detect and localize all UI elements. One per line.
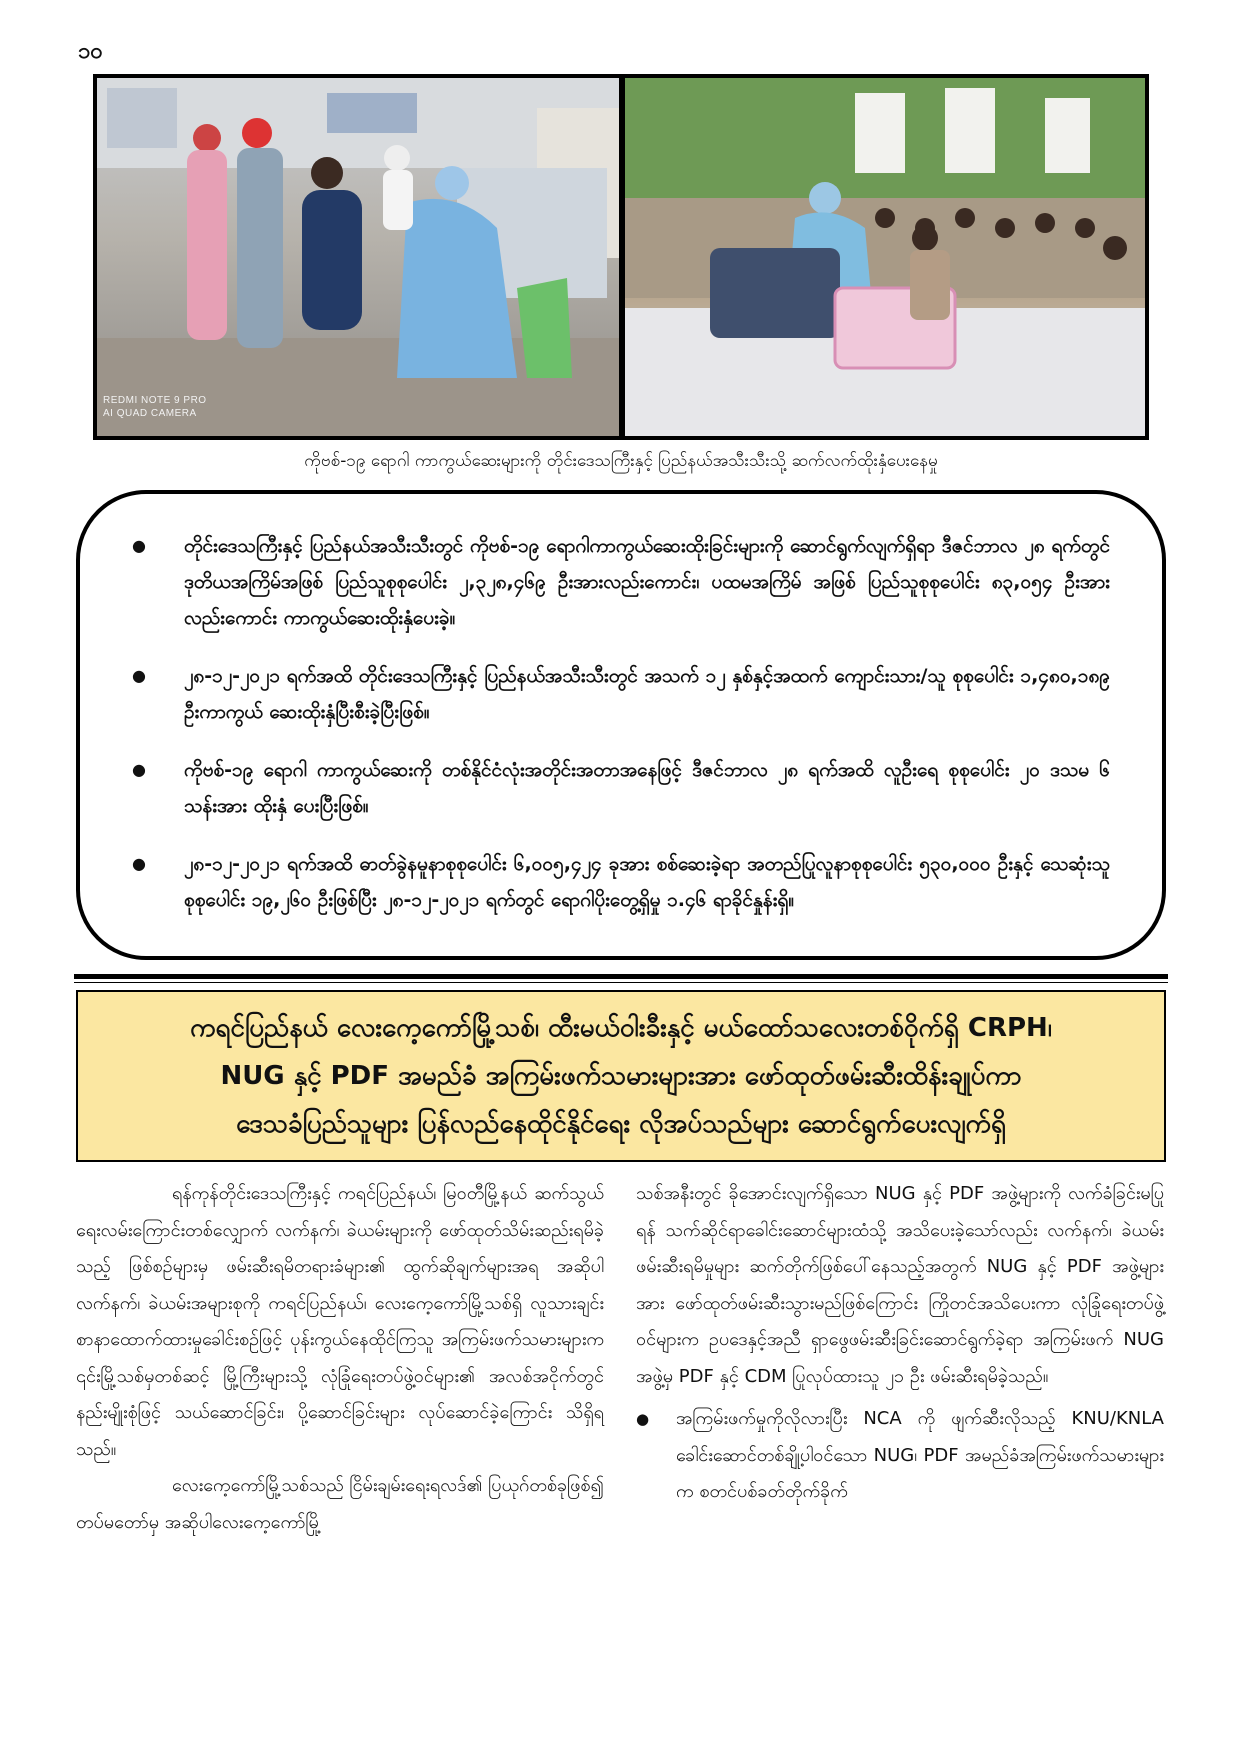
vaccination-scene-right: [625, 78, 1145, 436]
camera-watermark: [103, 394, 207, 420]
page-number: ၁၀: [78, 39, 103, 64]
article-paragraph-3: သစ်အနီးတွင် ခိုအောင်းလျက်ရှိသော NUG နှင့် PDF အဖွဲ့များကို လက်ခံခြင်းမပြုရန် သက်ဆိုင်ရာခေါင်းဆောင်များထံသို့ အသိပေးခဲ့သော်လည်း လက်နက်၊ ခဲယမ်းဖမ်းဆီးရမိမှုများ ဆက်တိုက်ဖြစ်ပေါ်နေသည့်အတွက် NUG နှင့် PDF အဖွဲ့များအား ဖော်ထုတ်ဖမ်းဆီးသွားမည်ဖြစ်ကြောင်း ကြိုတင်အသိပေးကာ လုံခြုံရေးတပ်ဖွဲ့ဝင်များက ဥပဒေနှင့်အညီ ရှာဖွေဖမ်းဆီးခြင်းဆောင်ရွက်ခဲ့ရာ အကြမ်းဖက် NUG အဖွဲ့မှ PDF နှင့် CDM ပြုလုပ်ထားသူ ၂၁ ဦး ဖမ်းဆီးရမိခဲ့သည်။: [636, 1183, 1164, 1387]
article-paragraph-1: ရန်ကုန်တိုင်းဒေသကြီးနှင့် ကရင်ပြည်နယ်၊ မြဝတီမြို့နယ် ဆက်သွယ်ရေးလမ်းကြောင်းတစ်လျှောက် လက်နက်၊ ခဲယမ်းများကို ဖော်ထုတ်သိမ်းဆည်းရမိခဲ့သည့် ဖြစ်စဉ်များမှ ဖမ်းဆီးရမိတရားခံများ၏ ထွက်ဆိုချက်များအရ အဆိုပါလက်နက်၊ ခဲယမ်းအများစုကို ကရင်ပြည်နယ်၊ လေးကေ့ကော်မြို့သစ်ရှိ လူသားချင်းစာနာထောက်ထားမှုခေါင်းစဉ်ဖြင့် ပုန်းကွယ်နေထိုင်ကြသူ အကြမ်းဖက်သမားများက ၎င်းမြို့သစ်မှတစ်ဆင့် မြို့ကြီးများသို့ လုံခြုံရေးတပ်ဖွဲ့ဝင်များ၏ အလစ်အငိုက်တွင် နည်းမျိုးစုံဖြင့် သယ်ဆောင်ခြင်း၊ ပို့ဆောင်ခြင်းများ လုပ်ဆောင်ခဲ့ကြောင်း သိရှိရသည်။: [76, 1183, 604, 1460]
info-bullet-1: ● တိုင်းဒေသကြီးနှင့် ပြည်နယ်အသီးသီးတွင် ကိုဗစ်-၁၉ ရောဂါကာကွယ်ဆေးထိုးခြင်းများကို ဆောင်ရွက်လျက်ရှိရာ ဒီဇင်ဘာလ ၂၈ ရက်တွင် ဒုတိယအကြိမ်အဖြစ် ပြည်သူစုစုပေါင်း ၂,၃၂၈,၄၆၉ ဦးအားလည်းကောင်း၊ ပထမအကြိမ် အဖြစ် ပြည်သူစုစုပေါင်း ၈၃,၀၅၄ ဦးအားလည်းကောင်း ကာကွယ်ဆေးထိုးနှံပေးခဲ့။: [128, 528, 1110, 636]
article-column-left: [76, 1176, 604, 1541]
info-bullet-3: ● ကိုဗစ်-၁၉ ရောဂါ ကာကွယ်ဆေးကို တစ်နိုင်ငံလုံးအတိုင်းအတာအနေဖြင့် ဒီဇင်ဘာလ ၂၈ ရက်အထိ လူဦးရေ စုစုပေါင်း ၂၀ ဒသမ ၆ သန်းအား ထိုးနှံ ပေးပြီးဖြစ်။: [128, 752, 1110, 824]
covid-info-box: [76, 490, 1166, 960]
info-bullet-2: ● ၂၈-၁၂-၂၀၂၁ ရက်အထိ တိုင်းဒေသကြီးနှင့် ပြည်နယ်အသီးသီးတွင် အသက် ၁၂ နှစ်နှင့်အထက် ကျောင်းသား/သူ စုစုပေါင်း ၁,၄၈၀,၁၈၉ ဦးကာကွယ် ဆေးထိုးနှံပြီးစီးခဲ့ပြီးဖြစ်။: [128, 658, 1110, 730]
watermark-line-1: REDMI NOTE 9 PRO: [103, 395, 207, 406]
section-divider-thin: [74, 982, 1168, 983]
vaccination-scene-left: [97, 78, 619, 436]
vaccination-photo-right: [625, 78, 1145, 436]
article-headline: [76, 990, 1166, 1162]
headline-line-2: NUG နှင့် PDF အမည်ခံ အကြမ်းဖက်သမားများအား ဖော်ထုတ်ဖမ်းဆီးထိန်းချုပ်ကာ: [220, 1061, 1022, 1091]
headline-line-3: ဒေသခံပြည်သူများ ပြန်လည်နေထိုင်နိုင်ရေး လိုအပ်သည်များ ဆောင်ရွက်ပေးလျက်ရှိ: [236, 1109, 1006, 1139]
vaccination-photo-left: [97, 78, 619, 436]
section-divider: [74, 974, 1168, 979]
photo-caption: ကိုဗစ်-၁၉ ရောဂါ ကာကွယ်ဆေးများကို တိုင်းဒေသကြီးနှင့် ပြည်နယ်အသီးသီးသို့ ဆက်လက်ထိုးနှံပေးနေမှု: [304, 451, 938, 471]
article-bullet: ● အကြမ်းဖက်မှုကိုလိုလားပြီး NCA ကို ဖျက်ဆီးလိုသည့် KNU/KNLA ခေါင်းဆောင်တစ်ချို့ပါဝင်သော NUG၊ PDF အမည်ခံအကြမ်းဖက်သမားများက စတင်ပစ်ခတ်တိုက်ခိုက်: [636, 1401, 1164, 1511]
article-paragraph-2: လေးကေ့ကော်မြို့သစ်သည် ငြိမ်းချမ်းရေးရလဒ်၏ ပြယုဂ်တစ်ခုဖြစ်၍ တပ်မတော်မှ အဆိုပါလေးကေ့ကော်မြို့: [76, 1475, 604, 1533]
article-column-right: [636, 1176, 1164, 1511]
photo-frame: [93, 74, 1149, 440]
watermark-line-2: AI QUAD CAMERA: [103, 408, 197, 419]
info-bullet-4: ● ၂၈-၁၂-၂၀၂၁ ရက်အထိ ဓာတ်ခွဲနမူနာစုစုပေါင်း ၆,၀၀၅,၄၂၄ ခုအား စစ်ဆေးခဲ့ရာ အတည်ပြုလူနာစုစုပေါင်း ၅၃၀,၀၀၀ ဦးနှင့် သေဆုံးသူစုစုပေါင်း ၁၉,၂၆၀ ဦးဖြစ်ပြီး ၂၈-၁၂-၂၀၂၁ ရက်တွင် ရောဂါပိုးတွေ့ရှိမှု ၁.၄၆ ရာခိုင်နှုန်းရှိ။: [128, 846, 1110, 918]
headline-line-1: ကရင်ပြည်နယ် လေးကေ့ကော်မြို့သစ်၊ ထီးမယ်ဝါးခီးနှင့် မယ်ထော်သလေးတစ်ဝိုက်ရှိ CRPH၊: [190, 1013, 1052, 1043]
